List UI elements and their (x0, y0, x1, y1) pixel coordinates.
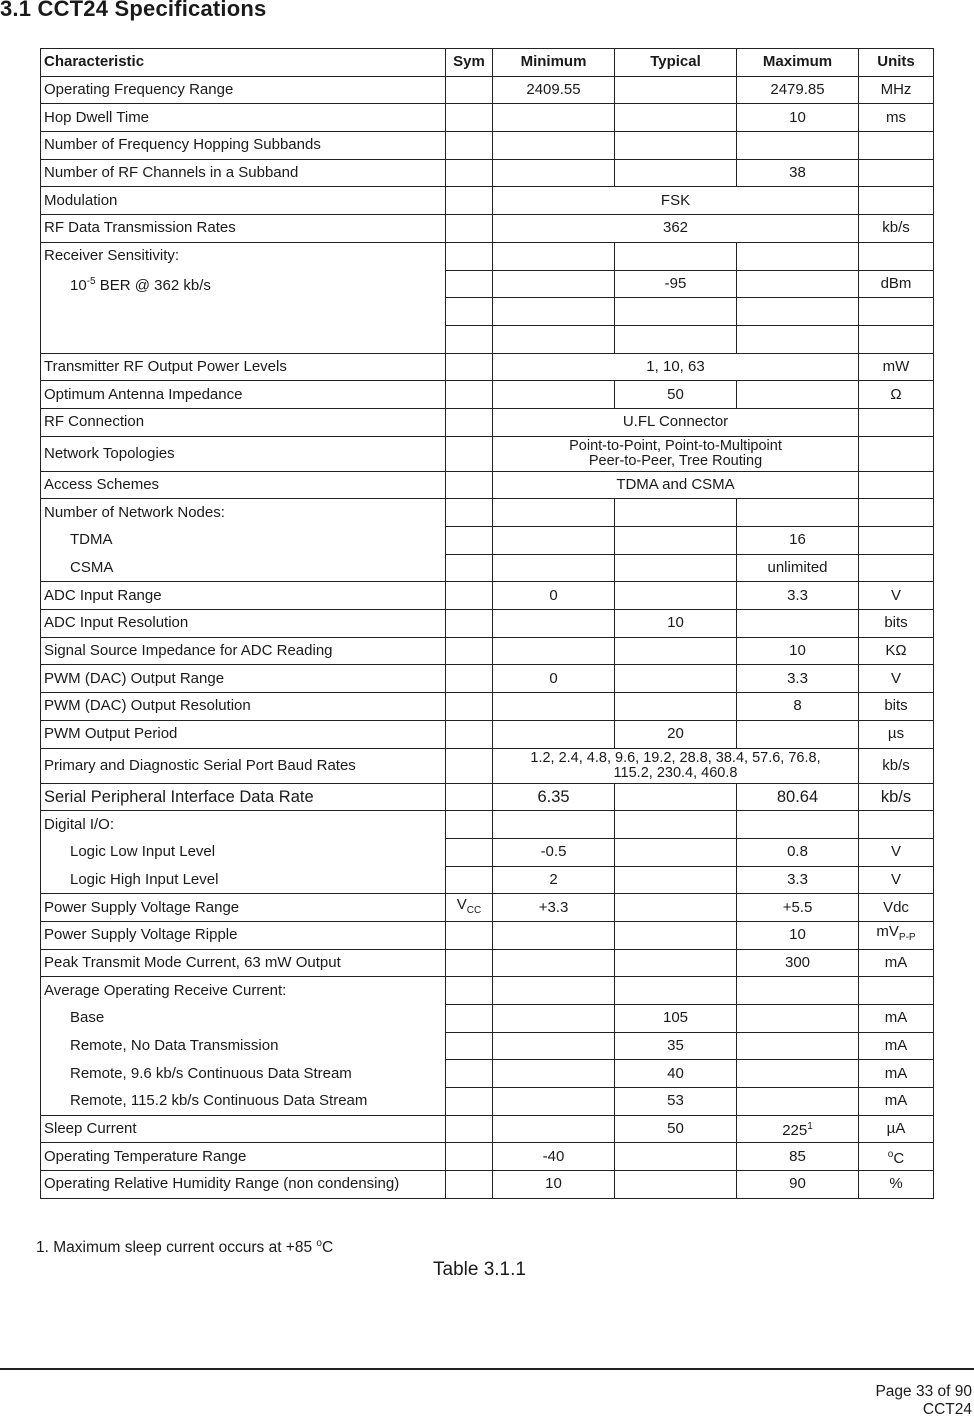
typ-cell (615, 104, 737, 132)
table-row (41, 720, 934, 748)
min-cell (493, 921, 615, 949)
sym-cell (446, 499, 493, 527)
min-cell (493, 610, 615, 638)
table-row (41, 1088, 934, 1116)
sym-cell (446, 76, 493, 104)
row-sublabel: Remote, 9.6 kb/s Continuous Data Stream (41, 1060, 446, 1088)
min-cell (493, 720, 615, 748)
min-cell: 0 (493, 582, 615, 610)
sym-cell (446, 949, 493, 977)
value-cell (493, 436, 859, 471)
units-cell: bits (859, 693, 934, 721)
table-row (41, 325, 934, 353)
sym-cell (446, 325, 493, 353)
min-cell (493, 325, 615, 353)
table-row (41, 838, 934, 866)
table-row (41, 921, 934, 949)
typ-cell (615, 783, 737, 811)
units-cell: V (859, 582, 934, 610)
row-label: ADC Input Range (41, 582, 446, 610)
footer-divider (0, 1368, 974, 1370)
units-cell: µs (859, 720, 934, 748)
max-value: 225 (782, 1122, 808, 1140)
header-minimum: Minimum (493, 49, 615, 77)
table-row (41, 1143, 934, 1171)
row-label: Peak Transmit Mode Current, 63 mW Output (41, 949, 446, 977)
value-cell: 362 (493, 215, 859, 243)
max-cell (737, 610, 859, 638)
table-row (41, 949, 934, 977)
typ-cell (615, 637, 737, 665)
units-cell: kb/s (859, 215, 934, 243)
degree-symbol: o (887, 1148, 894, 1160)
min-cell (493, 554, 615, 582)
max-cell (737, 720, 859, 748)
units-cell (859, 159, 934, 187)
max-cell: 85 (737, 1143, 859, 1171)
table-row (41, 104, 934, 132)
max-cell (737, 325, 859, 353)
typ-cell: 50 (615, 381, 737, 409)
value-line: Point-to-Point, Point-to-Multipoint (569, 437, 782, 454)
sym-cell (446, 977, 493, 1005)
max-cell: 16 (737, 527, 859, 555)
table-row (41, 1060, 934, 1088)
units-cell: kb/s (859, 748, 934, 783)
sym-cell (446, 1032, 493, 1060)
footnote-celsius: C (321, 1239, 334, 1257)
units-cell: mA (859, 1032, 934, 1060)
table-row (41, 894, 934, 922)
row-label: Optimum Antenna Impedance (41, 381, 446, 409)
value-line: 115.2, 230.4, 460.8 (613, 764, 738, 781)
typ-cell (615, 527, 737, 555)
units-cell: Ω (859, 381, 934, 409)
typ-cell (615, 325, 737, 353)
max-cell: 2479.85 (737, 76, 859, 104)
sym-cell (446, 242, 493, 270)
page-number: Page 33 of 90 (875, 1383, 972, 1400)
table-row (41, 436, 934, 471)
row-label: Digital I/O: (41, 811, 446, 839)
sym-cell (446, 610, 493, 638)
document-name: CCT24 (922, 1401, 972, 1418)
units-cell: mW (859, 353, 934, 381)
sym-cell (446, 187, 493, 215)
max-cell (737, 1088, 859, 1116)
units-cell (859, 298, 934, 326)
units-cell: Vdc (859, 894, 934, 922)
row-label: Operating Relative Humidity Range (non condensing) (41, 1171, 446, 1199)
units-cell (859, 811, 934, 839)
min-cell: -0.5 (493, 838, 615, 866)
units-cell: mA (859, 1005, 934, 1033)
table-row (41, 610, 934, 638)
header-maximum: Maximum (737, 49, 859, 77)
row-label: PWM (DAC) Output Range (41, 665, 446, 693)
units-cell: V (859, 838, 934, 866)
row-sublabel: Remote, No Data Transmission (41, 1032, 446, 1060)
row-label: RF Data Transmission Rates (41, 215, 446, 243)
typ-cell (615, 1143, 737, 1171)
max-cell: 10 (737, 637, 859, 665)
max-cell: 3.3 (737, 582, 859, 610)
row-label: Access Schemes (41, 471, 446, 499)
sym-cell (446, 104, 493, 132)
table-row (41, 693, 934, 721)
max-cell: 10 (737, 104, 859, 132)
min-cell (493, 977, 615, 1005)
typ-cell (615, 894, 737, 922)
units-cell: µA (859, 1115, 934, 1143)
units-cell: kb/s (859, 783, 934, 811)
table-row (41, 866, 934, 894)
min-cell (493, 949, 615, 977)
table-caption: Table 3.1.1 (433, 1259, 526, 1280)
typ-cell: 53 (615, 1088, 737, 1116)
sym-cell (446, 693, 493, 721)
min-cell: 10 (493, 1171, 615, 1199)
typ-cell (615, 76, 737, 104)
typ-cell (615, 838, 737, 866)
table-row (41, 408, 934, 436)
min-cell (493, 381, 615, 409)
row-label: PWM Output Period (41, 720, 446, 748)
min-cell (493, 270, 615, 298)
max-cell (737, 381, 859, 409)
min-cell (493, 1115, 615, 1143)
sym-subscript: CC (466, 904, 482, 916)
table-row (41, 527, 934, 555)
sym-cell (446, 270, 493, 298)
row-label: Power Supply Voltage Range (41, 894, 446, 922)
typ-cell (615, 1171, 737, 1199)
sym-cell (446, 838, 493, 866)
table-row (41, 811, 934, 839)
max-cell: 300 (737, 949, 859, 977)
row-sublabel: CSMA (41, 554, 446, 582)
value-line: Peer-to-Peer, Tree Routing (588, 452, 763, 469)
units-celsius: C (893, 1149, 905, 1167)
units-cell: mA (859, 1088, 934, 1116)
row-label: Operating Frequency Range (41, 76, 446, 104)
max-cell (737, 298, 859, 326)
sym-cell (446, 1115, 493, 1143)
min-cell (493, 693, 615, 721)
row-label: Operating Temperature Range (41, 1143, 446, 1171)
units-cell: MHz (859, 76, 934, 104)
row-label: Number of Frequency Hopping Subbands (41, 132, 446, 160)
units-cell: dBm (859, 270, 934, 298)
min-cell: +3.3 (493, 894, 615, 922)
min-cell (493, 159, 615, 187)
table-row (41, 1115, 934, 1143)
max-cell: 8 (737, 693, 859, 721)
ber-base: 10 (70, 276, 87, 294)
max-cell: 3.3 (737, 866, 859, 894)
degree-symbol: o (316, 1238, 322, 1249)
table-row (41, 499, 934, 527)
typ-cell (615, 811, 737, 839)
row-label: Transmitter RF Output Power Levels (41, 353, 446, 381)
table-row (41, 187, 934, 215)
max-cell: +5.5 (737, 894, 859, 922)
sym-cell (446, 1143, 493, 1171)
typ-cell: 50 (615, 1115, 737, 1143)
units-cell (859, 242, 934, 270)
sym-cell (446, 811, 493, 839)
sym-cell (446, 1171, 493, 1199)
typ-cell (615, 159, 737, 187)
sym-cell (446, 159, 493, 187)
units-cell: bits (859, 610, 934, 638)
table-row (41, 665, 934, 693)
max-cell (737, 132, 859, 160)
units-cell (859, 499, 934, 527)
min-cell (493, 242, 615, 270)
sym-cell (446, 408, 493, 436)
row-label: RF Connection (41, 408, 446, 436)
max-cell: 38 (737, 159, 859, 187)
units-cell (859, 977, 934, 1005)
row-label: Modulation (41, 187, 446, 215)
min-cell (493, 527, 615, 555)
table-row (41, 1171, 934, 1199)
table-footnote (36, 1238, 333, 1257)
typ-cell: 40 (615, 1060, 737, 1088)
table-row (41, 637, 934, 665)
units-cell (859, 408, 934, 436)
units-cell (859, 554, 934, 582)
sym-base: V (456, 895, 467, 913)
row-label: Primary and Diagnostic Serial Port Baud Rates (41, 748, 446, 783)
min-cell (493, 104, 615, 132)
typ-cell (615, 554, 737, 582)
max-cell: 10 (737, 921, 859, 949)
sym-cell (446, 894, 493, 922)
table-row (41, 554, 934, 582)
row-sublabel (41, 298, 446, 326)
min-cell: -40 (493, 1143, 615, 1171)
value-cell (493, 748, 859, 783)
typ-cell: 35 (615, 1032, 737, 1060)
table-row (41, 242, 934, 270)
table-row (41, 76, 934, 104)
max-cell: 80.64 (737, 783, 859, 811)
typ-cell (615, 693, 737, 721)
ber-exponent: -5 (86, 275, 96, 287)
min-cell (493, 637, 615, 665)
units-cell: V (859, 866, 934, 894)
header-typical: Typical (615, 49, 737, 77)
units-cell: mA (859, 1060, 934, 1088)
units-cell (859, 527, 934, 555)
max-cell (737, 1115, 859, 1143)
units-cell (859, 187, 934, 215)
sym-cell (446, 866, 493, 894)
min-cell: 0 (493, 665, 615, 693)
header-characteristic: Characteristic (41, 49, 446, 77)
value-line: 1.2, 2.4, 4.8, 9.6, 19.2, 28.8, 38.4, 57.6, 76.8, (530, 749, 821, 766)
sym-cell (446, 471, 493, 499)
typ-cell (615, 582, 737, 610)
table-row (41, 1032, 934, 1060)
typ-cell (615, 665, 737, 693)
table-row (41, 298, 934, 326)
max-cell (737, 1060, 859, 1088)
min-cell (493, 1060, 615, 1088)
sym-cell (446, 381, 493, 409)
footnote-text: 1. Maximum sleep current occurs at +85 (36, 1239, 317, 1257)
units-cell: % (859, 1171, 934, 1199)
sym-cell (446, 298, 493, 326)
typ-cell: 10 (615, 610, 737, 638)
sym-cell (446, 582, 493, 610)
typ-cell (615, 242, 737, 270)
max-cell (737, 499, 859, 527)
units-cell (859, 436, 934, 471)
table-header-row (41, 49, 934, 77)
typ-cell (615, 921, 737, 949)
table-row (41, 270, 934, 298)
sym-cell (446, 783, 493, 811)
row-label: Number of RF Channels in a Subband (41, 159, 446, 187)
row-label: Sleep Current (41, 1115, 446, 1143)
units-base: mV (876, 923, 899, 941)
typ-cell (615, 949, 737, 977)
sym-cell (446, 353, 493, 381)
sym-cell (446, 921, 493, 949)
row-label: Receiver Sensitivity: (41, 242, 446, 270)
row-label: Power Supply Voltage Ripple (41, 921, 446, 949)
table-row (41, 783, 934, 811)
max-cell (737, 1005, 859, 1033)
header-sym: Sym (446, 49, 493, 77)
min-cell: 2409.55 (493, 76, 615, 104)
typ-cell (615, 132, 737, 160)
max-cell: unlimited (737, 554, 859, 582)
units-cell: KΩ (859, 637, 934, 665)
sym-cell (446, 637, 493, 665)
row-sublabel: Base (41, 1005, 446, 1033)
typ-cell (615, 499, 737, 527)
max-cell: 0.8 (737, 838, 859, 866)
min-cell: 2 (493, 866, 615, 894)
typ-cell: 20 (615, 720, 737, 748)
typ-cell (615, 298, 737, 326)
row-sublabel: Logic Low Input Level (41, 838, 446, 866)
max-cell (737, 242, 859, 270)
sym-cell (446, 554, 493, 582)
table-row (41, 353, 934, 381)
units-cell (859, 325, 934, 353)
min-cell (493, 499, 615, 527)
typ-cell: -95 (615, 270, 737, 298)
sym-cell (446, 1005, 493, 1033)
specifications-table (40, 48, 934, 1199)
row-sublabel: Remote, 115.2 kb/s Continuous Data Stream (41, 1088, 446, 1116)
table-row (41, 582, 934, 610)
table-row (41, 381, 934, 409)
table-row (41, 159, 934, 187)
sym-cell (446, 436, 493, 471)
row-sublabel (41, 270, 446, 298)
min-cell (493, 1088, 615, 1116)
footnote-marker: 1 (807, 1121, 813, 1133)
row-sublabel: Logic High Input Level (41, 866, 446, 894)
sym-cell (446, 748, 493, 783)
row-label: PWM (DAC) Output Resolution (41, 693, 446, 721)
max-cell (737, 977, 859, 1005)
typ-cell (615, 866, 737, 894)
min-cell (493, 1032, 615, 1060)
units-cell (859, 132, 934, 160)
max-cell: 3.3 (737, 665, 859, 693)
max-cell (737, 270, 859, 298)
row-label: Average Operating Receive Current: (41, 977, 446, 1005)
min-cell (493, 298, 615, 326)
header-units: Units (859, 49, 934, 77)
min-cell (493, 811, 615, 839)
value-cell: TDMA and CSMA (493, 471, 859, 499)
units-cell (859, 1143, 934, 1171)
max-cell (737, 811, 859, 839)
table-row (41, 977, 934, 1005)
max-cell (737, 1032, 859, 1060)
table-row (41, 1005, 934, 1033)
typ-cell: 105 (615, 1005, 737, 1033)
value-cell: FSK (493, 187, 859, 215)
row-label: Number of Network Nodes: (41, 499, 446, 527)
row-label: Hop Dwell Time (41, 104, 446, 132)
units-cell: mA (859, 949, 934, 977)
units-subscript: P-P (898, 932, 916, 944)
units-cell: ms (859, 104, 934, 132)
units-cell: V (859, 665, 934, 693)
row-label: Signal Source Impedance for ADC Reading (41, 637, 446, 665)
sym-cell (446, 720, 493, 748)
table-row (41, 215, 934, 243)
value-cell: U.FL Connector (493, 408, 859, 436)
table-row (41, 471, 934, 499)
sym-cell (446, 132, 493, 160)
units-cell (859, 921, 934, 949)
row-label: Serial Peripheral Interface Data Rate (41, 783, 446, 811)
min-cell (493, 1005, 615, 1033)
min-cell (493, 132, 615, 160)
row-sublabel: TDMA (41, 527, 446, 555)
row-label: ADC Input Resolution (41, 610, 446, 638)
row-sublabel (41, 325, 446, 353)
sym-cell (446, 1088, 493, 1116)
section-heading: 3.1 CCT24 Specifications (0, 0, 267, 21)
table-row (41, 748, 934, 783)
ber-text: BER @ 362 kb/s (95, 276, 211, 294)
value-cell: 1, 10, 63 (493, 353, 859, 381)
sym-cell (446, 665, 493, 693)
units-cell (859, 471, 934, 499)
sym-cell (446, 215, 493, 243)
sym-cell (446, 527, 493, 555)
min-cell: 6.35 (493, 783, 615, 811)
sym-cell (446, 1060, 493, 1088)
max-cell: 90 (737, 1171, 859, 1199)
row-label: Network Topologies (41, 436, 446, 471)
typ-cell (615, 977, 737, 1005)
table-row (41, 132, 934, 160)
